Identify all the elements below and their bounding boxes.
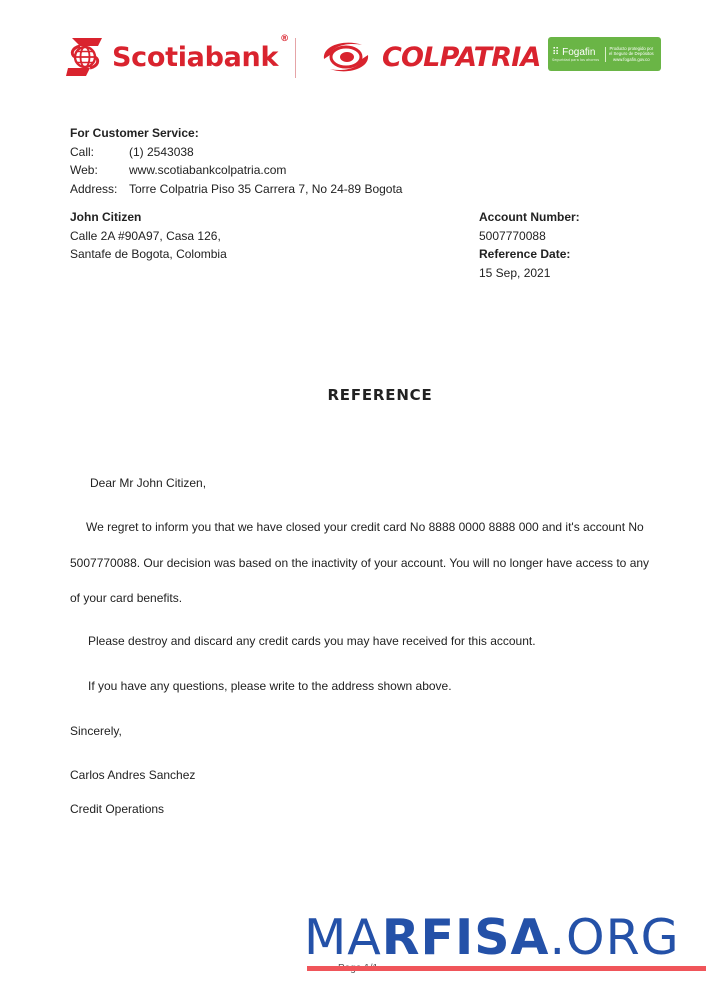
account-info-block <box>479 208 580 282</box>
watermark-part-3: .ORG <box>549 909 680 966</box>
bank-address: Torre Colpatria Piso 35 Carrera 7, No 24-89 Bogota <box>129 181 403 196</box>
account-number: 5007770088 <box>479 228 546 243</box>
recipient-block <box>70 208 227 264</box>
customer-service-block <box>70 124 402 198</box>
watermark-part-2: RFISA <box>381 909 550 966</box>
signer-name: Carlos Andres Sanchez <box>70 768 196 782</box>
scotiabank-globe-s-icon <box>66 36 104 78</box>
letter-title: REFERENCE <box>327 386 433 404</box>
recipient-name: John Citizen <box>70 210 142 224</box>
fogafin-badge-line: www.fogafin.gov.co <box>612 56 650 62</box>
paragraph-1-line-1: We regret to inform you that we have closed your credit card No 8888 0000 8888 000 and it's account No <box>86 520 644 534</box>
address-label: Address: <box>70 181 118 196</box>
fogafin-badge <box>548 37 661 71</box>
paragraph-3: If you have any questions, please write to the address shown above. <box>88 679 452 693</box>
signer-department: Credit Operations <box>70 802 165 816</box>
address-row <box>70 180 402 199</box>
recipient-address-line1: Calle 2A #90A97, Casa 126, <box>70 228 221 243</box>
logo-divider <box>295 38 296 78</box>
registered-mark: ® <box>280 33 289 44</box>
paragraph-1-line-3: of your card benefits. <box>70 591 183 605</box>
reference-date: 15 Sep, 2021 <box>479 265 551 280</box>
call-row <box>70 143 402 162</box>
scotiabank-wordmark: Scotiabank® <box>112 33 289 73</box>
web-label: Web: <box>70 163 98 177</box>
web-row <box>70 161 402 180</box>
scotiabank-logo <box>66 33 289 78</box>
paragraph-1-line-2: 5007770088. Our decision was based on the inactivity of your account. You will no longer have access to any <box>70 556 650 570</box>
colpatria-swirl-icon <box>316 37 376 77</box>
watermark <box>304 909 680 966</box>
closing: Sincerely, <box>70 724 122 738</box>
paragraph-2: Please destroy and discard any credit cards you may have received for this account. <box>88 634 536 648</box>
phone-number: (1) 2543038 <box>129 144 194 159</box>
fogafin-badge-line: Producto protegido por <box>609 46 654 52</box>
call-label: Call: <box>70 144 95 159</box>
colpatria-wordmark: COLPATRIA <box>382 41 541 73</box>
fogafin-badge-line: el Seguro de Depósitos <box>609 51 654 57</box>
fogafin-tagline: Seguridad para los ahorros <box>552 57 600 62</box>
recipient-address-line2: Santafe de Bogota, Colombia <box>70 247 227 261</box>
salutation: Dear Mr John Citizen, <box>90 476 207 490</box>
watermark-part-1: MA <box>304 909 382 966</box>
website: www.scotiabankcolpatria.com <box>129 163 287 177</box>
colpatria-logo <box>316 37 541 77</box>
reference-date-label: Reference Date: <box>479 247 571 261</box>
customer-service-heading: For Customer Service: <box>70 126 199 140</box>
fogafin-wordmark: ⠿ Fogafin <box>552 46 596 58</box>
watermark-underline <box>307 966 706 971</box>
account-number-label: Account Number: <box>479 210 580 224</box>
